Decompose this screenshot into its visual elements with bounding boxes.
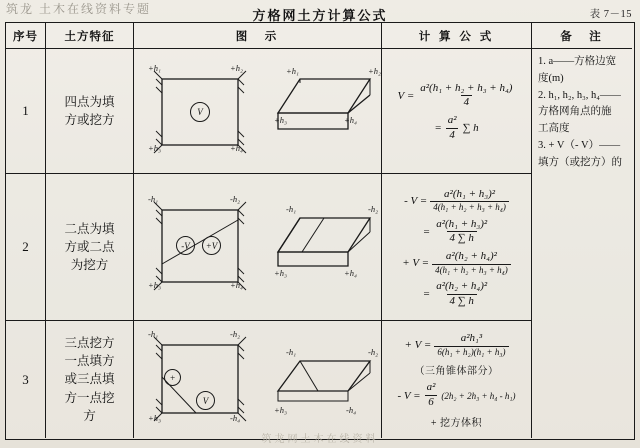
label-iso-h2: +h₂ <box>368 66 381 76</box>
row-index: 1 <box>22 103 29 118</box>
header-formula: 计 算 公 式 <box>382 23 532 49</box>
formula-table <box>5 22 635 440</box>
label-h3: +h₃ <box>148 280 161 290</box>
isometric-diagram <box>274 355 378 419</box>
formula-line: = $\frac{\text{a²}}{4}$ ∑ h <box>434 114 479 141</box>
plan-fill-marker: + <box>164 369 181 386</box>
row-feature-cell <box>46 321 134 438</box>
formula-line: = $\frac{\text{a²(h₁ + h₃)²}}{4 \sum h}$ <box>423 218 490 247</box>
remarks-cell-filler <box>532 321 632 438</box>
plan-volume-marker: V <box>190 102 210 122</box>
label-iso-h4: +h₄ <box>344 268 357 278</box>
remarks-cell <box>532 49 632 174</box>
plan-view-diagram <box>152 200 248 292</box>
page-watermark: 筑龙网土木在线资料 <box>261 434 379 445</box>
header-index: 序号 <box>6 23 46 49</box>
row-index-cell <box>6 49 46 174</box>
formula-group-2 <box>382 174 531 320</box>
fraction: $\frac{\text{a²(h₂ + h₄)²}}{4 \sum h}$ <box>436 280 488 307</box>
remark-line: 填方（或挖方）的 <box>538 156 622 168</box>
formula-line: - V = $\frac{\text{a²(h₁ + h₃)²}}{\text{4(h₁ + h₂ + h₃ + h₄)}}$ <box>404 188 509 214</box>
label-h4: +h₄ <box>230 143 243 153</box>
formula-line: + V = $\frac{\text{a²(h₂ + h₄)²}}{\text{4(h₁ + h₂ + h₃ + h₄)}}$ <box>402 250 511 276</box>
page-title: 方格网土方计算公式 <box>252 8 388 23</box>
label-iso-h1: -h₁ <box>286 204 297 214</box>
fraction: $\frac{\text{a²}}{6}$ <box>426 381 436 408</box>
header-figure: 图 示 <box>134 23 382 49</box>
formula-line: = $\frac{\text{a²(h₂ + h₄)²}}{4 \sum h}$ <box>423 280 490 309</box>
label-iso-h2: -h₂ <box>368 204 379 214</box>
row-index-cell <box>6 174 46 321</box>
row-figure-cell <box>134 174 382 321</box>
label-h1: +h₁ <box>148 63 161 73</box>
label-iso-h1: -h₁ <box>286 347 297 357</box>
row-formula-cell <box>382 174 532 321</box>
row-index-cell <box>6 321 46 438</box>
remark-line: 度(m) <box>538 72 564 84</box>
row-feature-cell <box>46 174 134 321</box>
row-figure-cell <box>134 321 382 438</box>
remark-line: 工高度 <box>538 123 570 134</box>
isometric-diagram <box>274 73 378 153</box>
fraction: $\frac{\text{a²h₁³}}{\text{6(h₁ + h₂)(h₁ + h₃)}}$ <box>434 332 508 358</box>
remark-line: 3. + V（- V）—— <box>538 139 621 151</box>
figure-case-3 <box>134 321 381 438</box>
formula-group-3 <box>382 321 531 438</box>
label-h2: -h₂ <box>230 194 241 204</box>
table-row <box>6 174 634 321</box>
row-figure-cell <box>134 49 382 174</box>
header-feature: 土方特征 <box>46 23 134 49</box>
label-h4: -h₄ <box>230 413 241 423</box>
label-iso-h3: +h₃ <box>274 268 287 278</box>
row-feature: 二点为填 方或二点 为挖方 <box>64 221 115 273</box>
label-h3: +h₃ <box>148 413 161 423</box>
label-iso-h3: +h₃ <box>274 115 287 125</box>
table-row <box>6 49 634 174</box>
label-iso-h2: -h₂ <box>368 347 379 357</box>
remark-line: 方格网角点的施 <box>538 106 612 118</box>
label-h2: +h₂ <box>230 63 243 73</box>
table-header-row <box>6 23 634 49</box>
figure-case-2 <box>134 174 381 320</box>
row-feature-cell <box>46 49 134 174</box>
label-h1: -h₁ <box>148 194 159 204</box>
plan-fill-marker: +V <box>202 236 221 255</box>
row-feature: 四点为填 方或挖方 <box>64 94 115 127</box>
label-iso-h1: +h₁ <box>286 66 299 76</box>
formula-note: （三角锥体部分） <box>414 366 499 378</box>
header-remarks: 备 注 <box>532 23 632 49</box>
remarks-list <box>532 49 632 174</box>
isometric-diagram <box>274 212 378 288</box>
table-number: 表 7－15 <box>589 9 632 20</box>
formula-note: + 挖方体积 <box>430 417 483 429</box>
plan-volume-marker: V <box>196 391 215 410</box>
remark-line: 2. h₁, h₂, h₃, h₄—— <box>538 89 621 101</box>
label-h4: +h₄ <box>230 280 243 290</box>
fraction: $\frac{\text{a²(h₂ + h₄)²}}{\text{4(h₁ + h₂ + h₃ + h₄)}}$ <box>432 250 511 276</box>
page-ghost-heading: 筑龙 土木在线资料专题 <box>6 2 152 14</box>
formula-line: + V = $\frac{\text{a²h₁³}}{\text{6(h₁ + h₂)(h₁ + h₃)}}$ <box>404 332 508 358</box>
fraction: $\frac{\text{a²(h₁ + h₂ + h₃ + h₄)}}{4}$ <box>420 81 513 109</box>
remarks-cell-filler <box>532 174 632 321</box>
formula-group-1 <box>382 49 531 173</box>
label-iso-h4: +h₄ <box>344 115 357 125</box>
row-index: 2 <box>22 239 29 254</box>
fraction: $\frac{\text{a²(h₁ + h₃)²}}{\text{4(h₁ + h₂ + h₃ + h₄)}}$ <box>430 188 509 214</box>
fraction: $\frac{\text{a²}}{4}$ <box>447 114 457 141</box>
label-iso-h3: +h₃ <box>274 405 287 415</box>
row-formula-cell <box>382 321 532 438</box>
label-h3: +h₃ <box>148 143 161 153</box>
row-feature: 三点挖方 一点填方 或三点填 方一点挖 方 <box>64 336 115 423</box>
label-iso-h4: -h₄ <box>346 405 357 415</box>
plan-cut-marker: -V <box>176 236 195 255</box>
table-row <box>6 321 634 438</box>
label-h2: -h₂ <box>230 329 241 339</box>
label-h1: -h₁ <box>148 329 159 339</box>
row-index: 3 <box>22 371 29 387</box>
formula-line: V = $\frac{\text{a²(h₁ + h₂ + h₃ + h₄)}}{4}$ <box>398 82 516 111</box>
figure-case-1 <box>134 49 381 173</box>
row-formula-cell <box>382 49 532 174</box>
formula-line: - V = $\frac{\text{a²}}{6}$ (2h₂ + 2h₃ + h₄ - h₁) <box>397 381 516 408</box>
fraction: $\frac{\text{a²(h₁ + h₃)²}}{4 \sum h}$ <box>436 217 488 245</box>
remark-line: 1. a——方格边宽 <box>538 56 617 67</box>
